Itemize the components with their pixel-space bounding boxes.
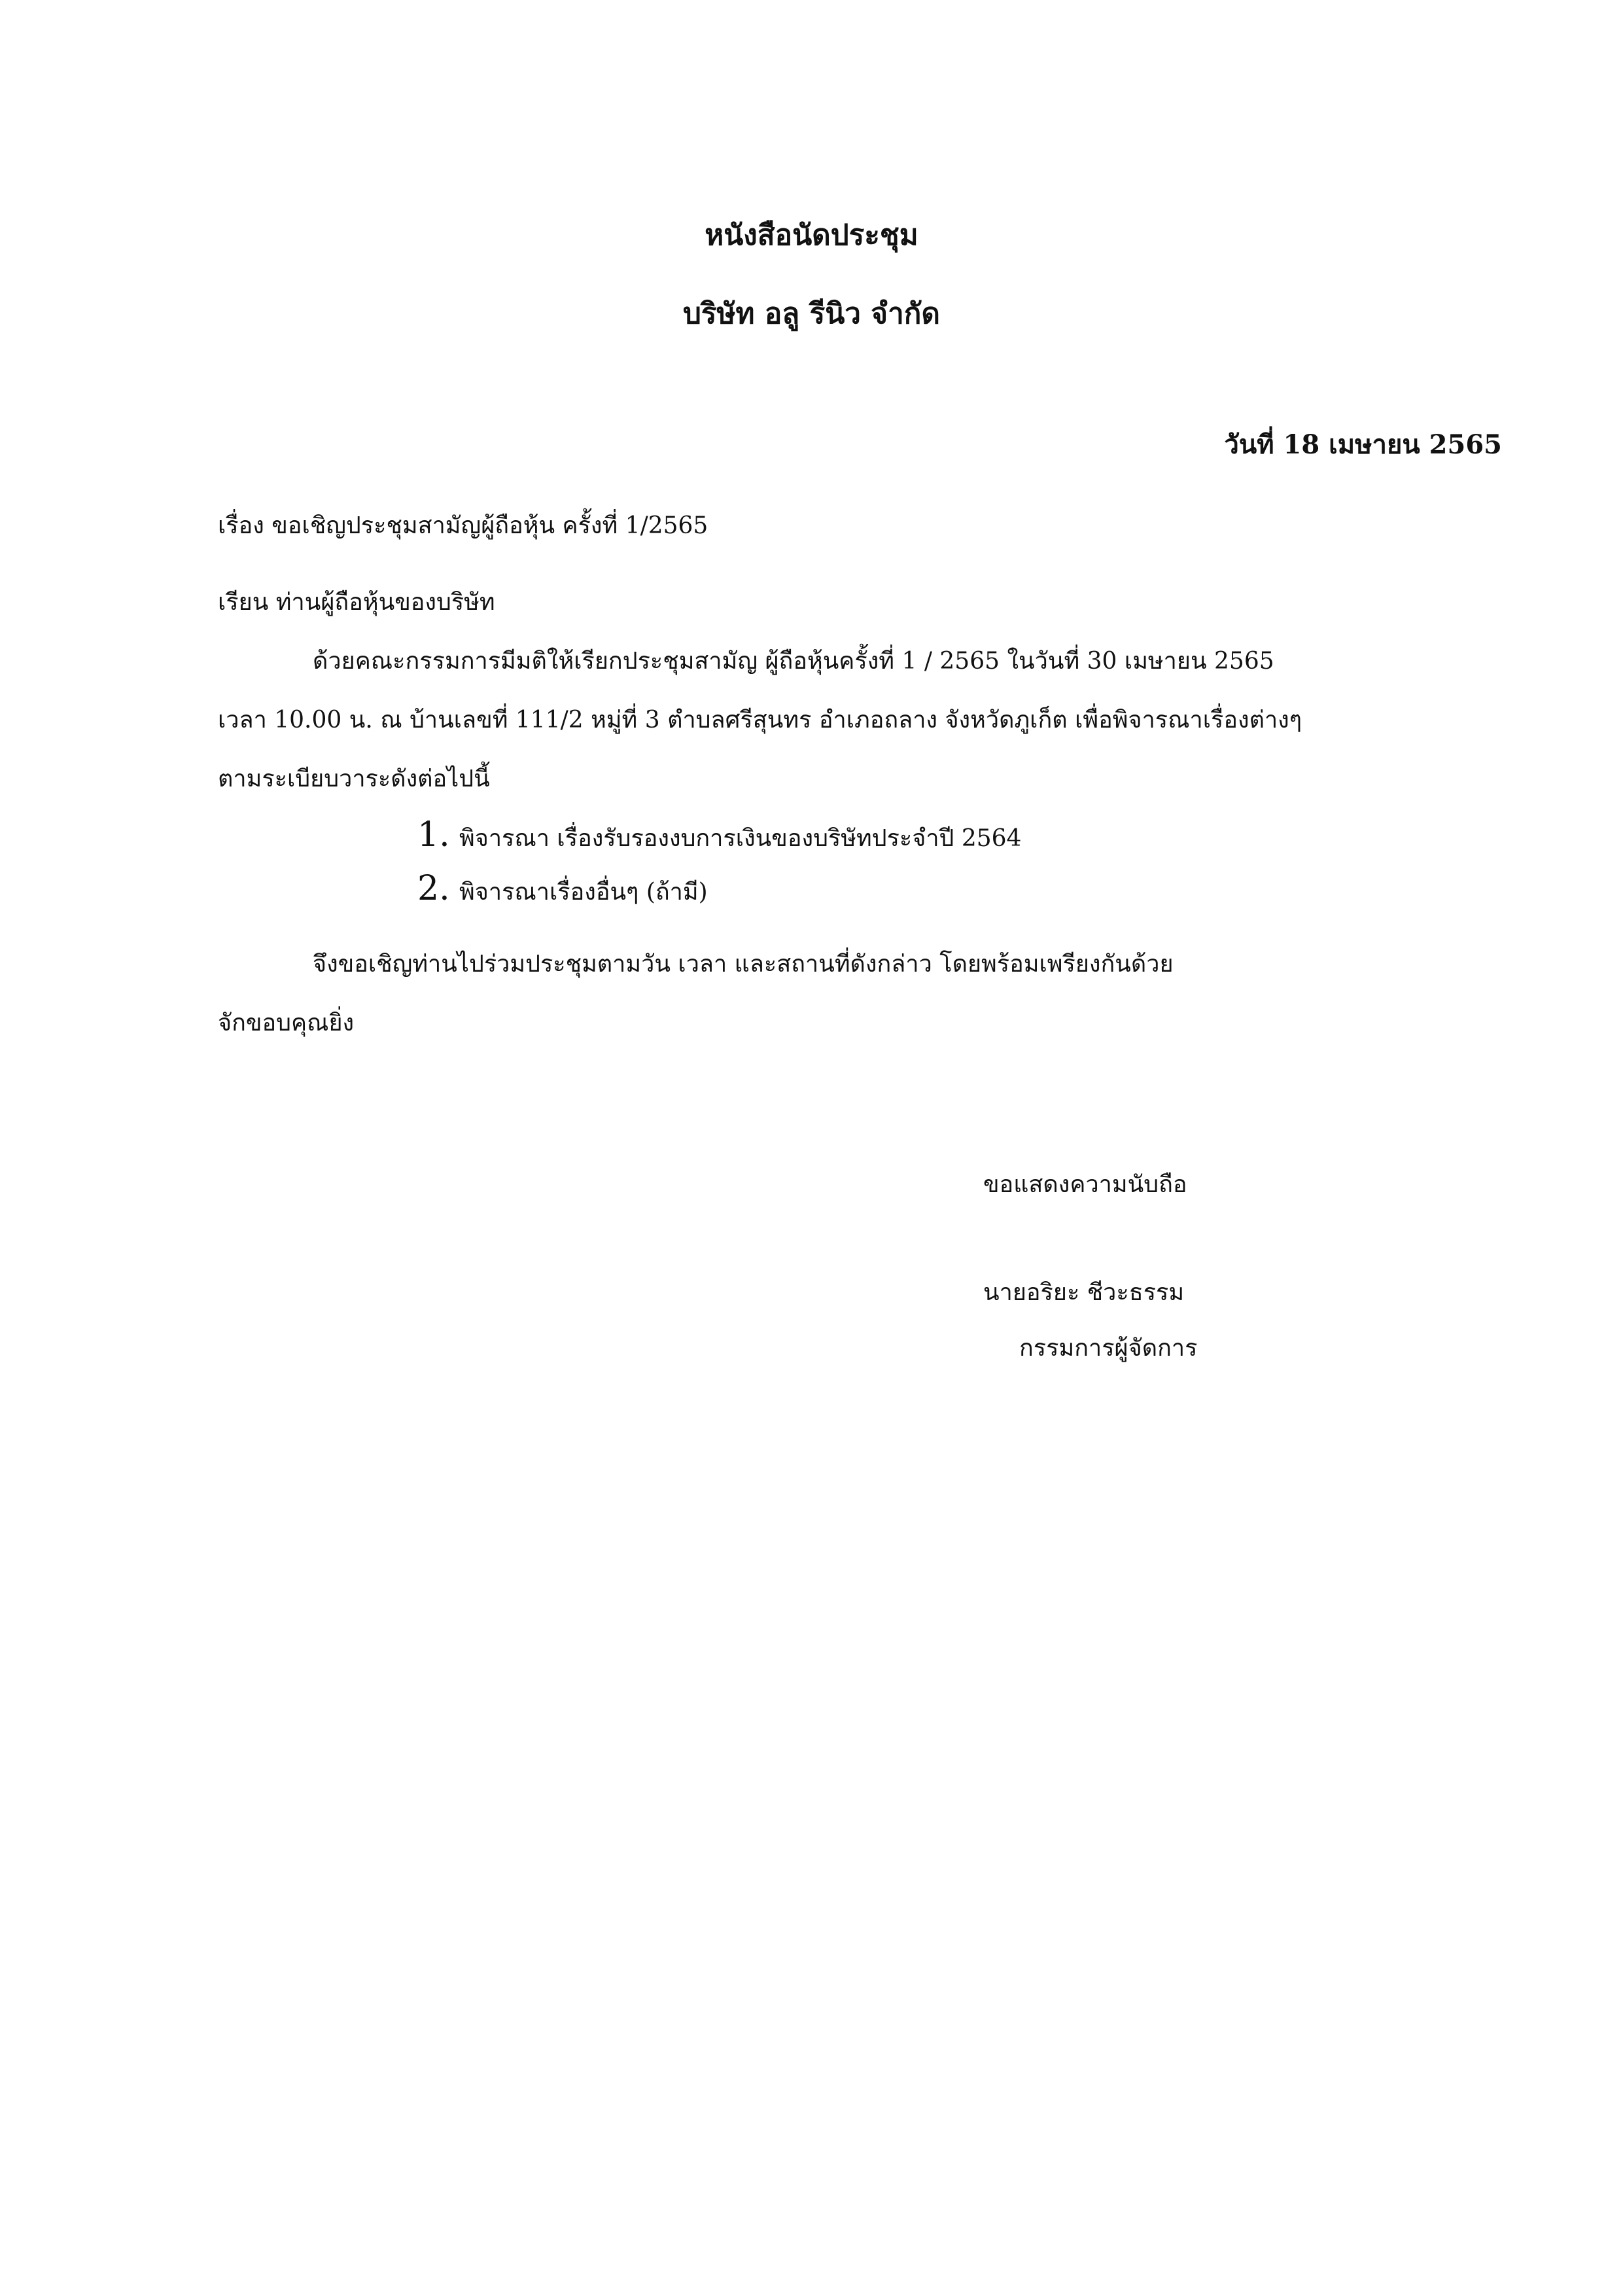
agenda-item-text: พิจารณาเรื่องอื่นๆ (ถ้ามี) (459, 879, 708, 906)
company-name: บริษัท อลู รีนิว จำกัด (682, 297, 941, 330)
agenda-item-text: พิจารณา เรื่องรับรองงบการเงินของบริษัทประจำปี 2564 (459, 825, 1022, 852)
body-paragraph-2-line-1: จึงขอเชิญท่านไปร่วมประชุมตามวัน เวลา และสถานที่ดังกล่าว โดยพร้อมเพรียงกันด้วย (313, 951, 1174, 978)
closing-phrase: ขอแสดงความนับถือ (983, 1171, 1187, 1198)
signer-name: นายอริยะ ชีวะธรรม (983, 1279, 1185, 1306)
agenda-item (417, 817, 1021, 857)
document-date: วันที่ 18 เมษายน 2565 (1224, 429, 1502, 460)
salutation-line: เรียน ท่านผู้ถือหุ้นของบริษัท (218, 589, 495, 616)
body-paragraph-1-line-3: ตามระเบียบวาระดังต่อไปนี้ (218, 766, 490, 792)
subject-line: เรื่อง ขอเชิญประชุมสามัญผู้ถือหุ้น ครั้งที่ 1/2565 (218, 512, 708, 539)
document-title: หนังสือนัดประชุม (705, 219, 918, 252)
body-paragraph-1-line-1: ด้วยคณะกรรมการมีมติให้เรียกประชุมสามัญ ผู้ถือหุ้นครั้งที่ 1 / 2565 ในวันที่ 30 เมษายน 2565 (313, 648, 1274, 675)
body-paragraph-2-line-2: จักขอบคุณยิ่ง (218, 1010, 355, 1036)
agenda-item-number: 1. (417, 815, 450, 855)
signer-position: กรรมการผู้จัดการ (1019, 1335, 1198, 1362)
body-paragraph-1-line-2: เวลา 10.00 น. ณ บ้านเลขที่ 111/2 หมู่ที่ 3 ตำบลศรีสุนทร อำเภอถลาง จังหวัดภูเก็ต เพื่อพิจารณาเรื่องต่างๆ (218, 707, 1302, 733)
agenda-item-number: 2. (417, 869, 450, 908)
agenda-item (417, 870, 708, 911)
